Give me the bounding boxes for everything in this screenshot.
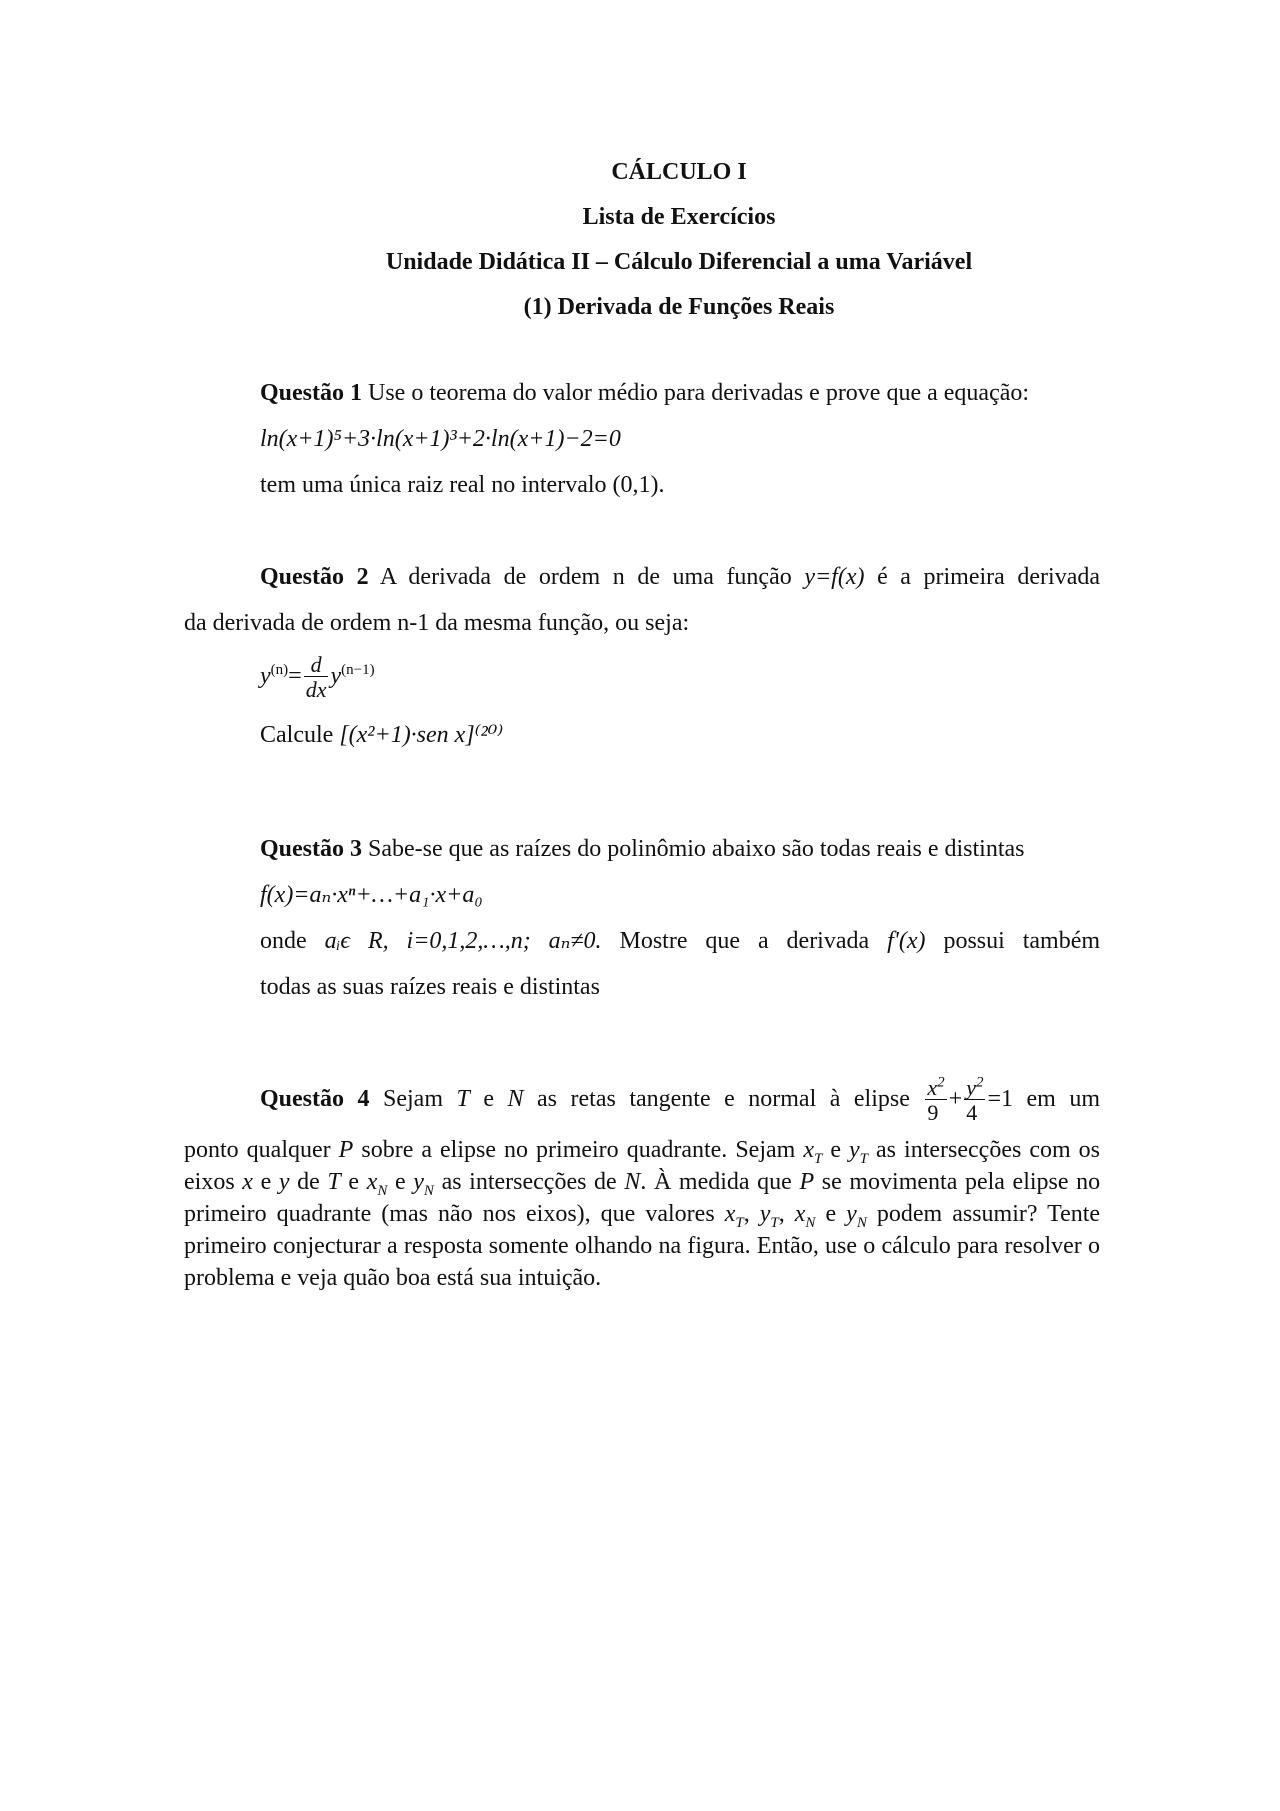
q3-where-a: onde bbox=[260, 928, 307, 954]
q2-statement bbox=[184, 554, 1100, 600]
q2-text-a: A derivada de ordem n de uma função bbox=[379, 564, 792, 590]
question-3 bbox=[184, 826, 1100, 1010]
q4-e-6: e bbox=[825, 1201, 837, 1227]
q3-polynomial: f(x)=aₙ·xⁿ+…+a₁·x+a₀ bbox=[260, 882, 483, 908]
q3-where-b: Mostre que a derivada bbox=[619, 928, 870, 954]
q4-y: y bbox=[278, 1169, 290, 1195]
q1-statement bbox=[184, 370, 1100, 416]
document-header bbox=[0, 150, 1280, 330]
q2-label: Questão 2 bbox=[260, 564, 369, 590]
q4-body-5: . À medida que bbox=[640, 1169, 792, 1195]
q3-condition-line bbox=[184, 918, 1100, 964]
q4-statement bbox=[184, 1064, 1100, 1134]
question-1 bbox=[184, 370, 1100, 508]
q4-p-2: P bbox=[799, 1169, 815, 1195]
q3-last-line: todas as suas raízes reais e distintas bbox=[260, 974, 600, 1000]
q1-conclusion: tem uma única raiz real no intervalo (0,1). bbox=[260, 472, 665, 498]
q2-text-c: da derivada de ordem n-1 da mesma função, ou seja: bbox=[184, 610, 690, 636]
q4-t: T bbox=[456, 1086, 470, 1112]
q4-e-3: e bbox=[260, 1169, 272, 1195]
q4-text-c: em um bbox=[1026, 1086, 1101, 1112]
q4-body-7: podem assumir? Tente primeiro conjecturar a resposta somente olhando na figura. Então, use o cálculo para resolver o problema e veja quão boa está sua intuição. bbox=[184, 1201, 1101, 1291]
q4-text-b: as retas tangente e normal à elipse bbox=[537, 1086, 910, 1112]
q4-x: x bbox=[242, 1169, 253, 1195]
q2-text-b: é a primeira derivada bbox=[877, 564, 1101, 590]
q3-condition: aᵢϵ R, i=0,1,2,…,n; aₙ≠0. bbox=[324, 928, 602, 954]
q4-e: e bbox=[483, 1086, 495, 1112]
q1-text: Use o teorema do valor médio para derivadas e prove que a equação: bbox=[368, 380, 1030, 406]
q4-e-4: e bbox=[348, 1169, 360, 1195]
q4-e-2: e bbox=[830, 1137, 841, 1163]
q2-calc bbox=[184, 706, 1100, 764]
question-4 bbox=[184, 1064, 1100, 1294]
q4-de: de bbox=[297, 1169, 320, 1195]
q4-body-4: as intersecções de bbox=[441, 1169, 617, 1195]
q1-label: Questão 1 bbox=[260, 380, 362, 406]
q2-calc-expression: [(x²+1)·sen x]⁽²⁰⁾ bbox=[339, 722, 504, 748]
page-title: CÁLCULO I bbox=[611, 159, 747, 185]
section-title: (1) Derivada de Funções Reais bbox=[523, 294, 835, 320]
q3-label: Questão 3 bbox=[260, 836, 362, 862]
q4-e-5: e bbox=[394, 1169, 406, 1195]
q4-n: N bbox=[507, 1086, 524, 1112]
q4-body-6: se movimenta pela elipse no primeiro quadrante (mas não nos eixos), que valores bbox=[184, 1169, 1101, 1227]
q4-body: ponto qualquer P sobre a elipse no primeiro quadrante. Sejam $x_T$ e $y_T$ as intersecções com os eixos x e y de T e $x_N$ e $y_N$ as intersecções de N. À medida que P se movimenta pela elipse no primeiro quadrante (mas não nos eixos), que valores $x_T$, $y_T$, $x_N$ e $y_N$ podem assumir? Tente primeiro conjecturar a resposta somente olhando na figura. Então, use o cálculo para resolver o problema e veja quão boa está sua intuição. bbox=[184, 1137, 1101, 1291]
q2-function: y=f(x) bbox=[804, 564, 865, 590]
unit-title: Unidade Didática II – Cálculo Diferencial a uma Variável bbox=[385, 249, 973, 275]
q4-t-2: T bbox=[327, 1169, 341, 1195]
q4-label: Questão 4 bbox=[260, 1086, 370, 1112]
page-subtitle: Lista de Exercícios bbox=[582, 204, 776, 230]
q3-statement bbox=[184, 826, 1100, 872]
question-2 bbox=[184, 554, 1100, 764]
q2-calc-label: Calcule bbox=[260, 722, 334, 748]
q4-p: P bbox=[338, 1137, 354, 1163]
q4-text-a: Sejam bbox=[383, 1086, 443, 1112]
q4-body-3: as intersecções com os eixos bbox=[184, 1137, 1100, 1195]
q4-body-1: ponto qualquer bbox=[184, 1137, 331, 1163]
q3-text: Sabe-se que as raízes do polinômio abaixo são todas reais e distintas bbox=[368, 836, 1025, 862]
q4-ellipse-equation: $\frac{x^2}{9}$ + $\frac{y^2}{4}$ =1 bbox=[927, 1074, 1014, 1125]
q3-derivative: f'(x) bbox=[887, 928, 926, 954]
q4-n-2: N bbox=[624, 1169, 641, 1195]
q4-eq-rhs: =1 bbox=[987, 1086, 1014, 1112]
q2-nth-derivative-formula: $y^{(n)}=$ $\frac{d}{dx}$ $y^{(n-1)}$ bbox=[260, 651, 375, 702]
q4-body-2: sobre a elipse no primeiro quadrante. Sejam bbox=[361, 1137, 796, 1163]
q3-where-c: possui também bbox=[943, 928, 1101, 954]
q1-equation: ln(x+1)⁵+3·ln(x+1)³+2·ln(x+1)−2=0 bbox=[260, 426, 621, 452]
